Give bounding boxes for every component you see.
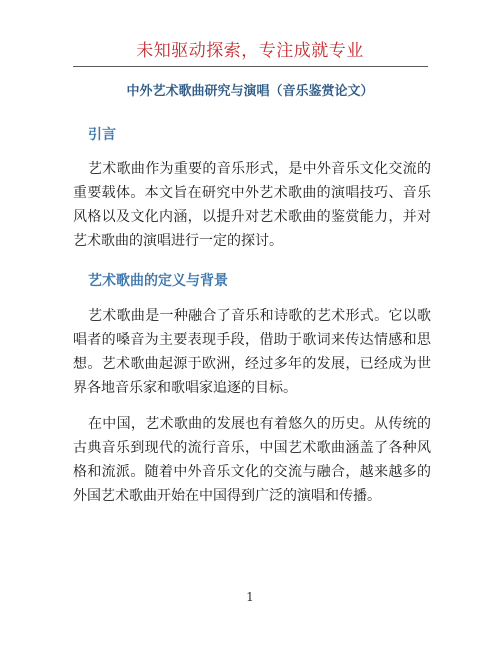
paragraph-definition-1: 艺术歌曲是一种融合了音乐和诗歌的艺术形式。它以歌唱者的嗓音为主要表现手段，借助于歌词来传达情感和思想。艺术歌曲起源于欧洲，经过多年的发展，已经成为世界各地音乐家和歌唱家追逐的目标。 <box>73 308 431 396</box>
paragraph-definition-2: 在中国，艺术歌曲的发展也有着悠久的历史。从传统的古典音乐到现代的流行音乐，中国艺术歌曲涵盖了各种风格和流派。随着中外音乐文化的交流与融合，越来越多的外国艺术歌曲开始在中国得到广泛的演唱和传播。 <box>73 416 431 504</box>
document-title: 中外艺术歌曲研究与演唱（音乐鉴赏论文） <box>126 84 374 99</box>
paragraph-introduction: 艺术歌曲作为重要的音乐形式，是中外音乐文化交流的重要载体。本文旨在研究中外艺术歌曲的演唱技巧、音乐风格以及文化内涵，以提升对艺术歌曲的鉴赏能力，并对艺术歌曲的演唱进行一定的探讨。 <box>73 161 431 249</box>
section-heading-introduction: 引言 <box>88 127 116 143</box>
section-heading-definition: 艺术歌曲的定义与背景 <box>88 273 228 289</box>
page-header-slogan: 未知驱动探索，专注成就专业 <box>136 41 364 61</box>
page-number: 1 <box>246 590 254 604</box>
header-divider <box>73 66 428 67</box>
